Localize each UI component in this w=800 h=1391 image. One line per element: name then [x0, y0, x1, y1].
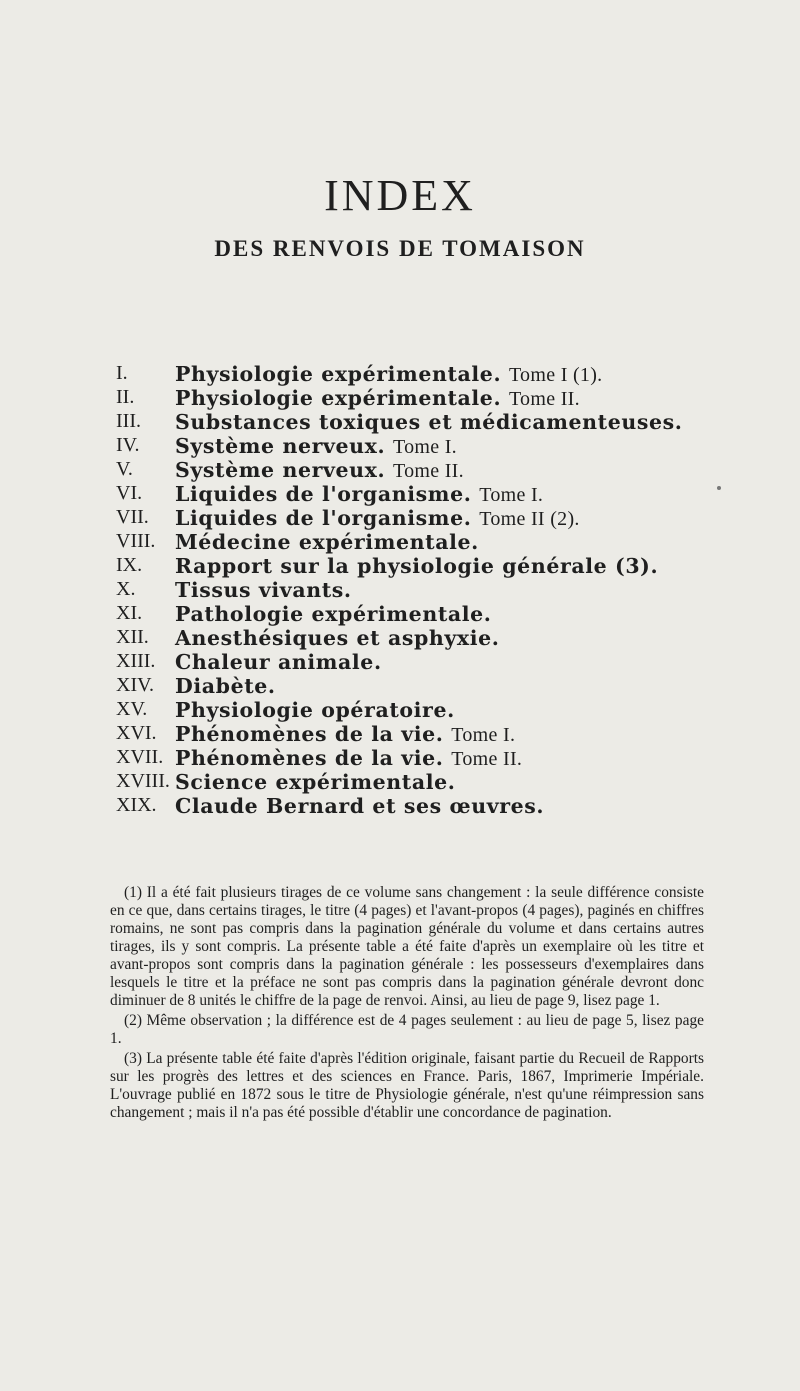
- entry-label: Chaleur animale.: [175, 650, 382, 674]
- entry-number: XIX.: [116, 794, 157, 816]
- entry-number: IV.: [116, 434, 140, 456]
- entry-label: Anesthésiques et asphyxie.: [175, 626, 500, 650]
- entry-number: V.: [116, 458, 133, 480]
- entry-number: VII.: [116, 506, 149, 528]
- entry-number: I.: [116, 362, 128, 384]
- entry-tome: Tome II.: [451, 748, 523, 770]
- entry-label: Physiologie expérimentale. Tome II.: [175, 386, 580, 410]
- footnote-2: (2) Même observation ; la différence est de 4 pages seulement : au lieu de page 5, lisez page 1.: [110, 1012, 704, 1047]
- entry-label: Pathologie expérimentale.: [175, 602, 492, 626]
- entry-number: VIII.: [116, 530, 156, 552]
- entry-number: XIV.: [116, 674, 154, 696]
- entry-number: X.: [116, 578, 136, 600]
- entry-number: VI.: [116, 482, 143, 504]
- entry-tome: Tome I.: [451, 724, 516, 746]
- entry-number: XVIII.: [116, 770, 170, 792]
- entry-tome: Tome I (1).: [508, 364, 603, 386]
- entry-tome: Tome I.: [392, 436, 457, 458]
- entry-number: III.: [116, 410, 141, 432]
- entry-label: Médecine expérimentale.: [175, 530, 479, 554]
- entry-tome: Tome I.: [479, 484, 544, 506]
- entry-label: Substances toxiques et médicamenteuses.: [175, 410, 683, 434]
- entry-number: XI.: [116, 602, 143, 624]
- entry-number: XVI.: [116, 722, 157, 744]
- entry-number: XIII.: [116, 650, 156, 672]
- entry-number: II.: [116, 386, 135, 408]
- page-title: INDEX: [324, 171, 476, 220]
- entry-label: Phénomènes de la vie. Tome II.: [175, 746, 523, 770]
- entry-label: Claude Bernard et ses œuvres.: [175, 794, 545, 818]
- entry-label: Diabète.: [175, 674, 276, 698]
- footnote-3: (3) La présente table été faite d'après l'édition originale, faisant partie du Recueil de Rapports sur les progrès des lettres et des sciences en France. Paris, 1867, Imprimerie Impériale. L'ouvrage publié en 1872 sous le titre de Physiologie générale, n'est qu'une réimpression sans changement ; mais il n'a pas été possible d'établir une concordance de pagination.: [110, 1050, 704, 1121]
- page-subtitle: DES RENVOIS DE TOMAISON: [214, 236, 586, 261]
- entry-label: Phénomènes de la vie. Tome I.: [175, 722, 516, 746]
- entry-tome: Tome II (2).: [479, 508, 580, 530]
- entry-label: Physiologie expérimentale. Tome I (1).: [175, 362, 603, 386]
- ink-speck: [717, 486, 721, 490]
- entry-number: XVII.: [116, 746, 164, 768]
- entry-label: Tissus vivants.: [175, 578, 352, 602]
- entry-label: Système nerveux. Tome II.: [175, 458, 464, 482]
- entry-tome: Tome II.: [508, 388, 580, 410]
- entry-label: Liquides de l'organisme. Tome I.: [175, 482, 544, 506]
- entry-label: Science expérimentale.: [175, 770, 456, 794]
- entry-label: Système nerveux. Tome I.: [175, 434, 457, 458]
- entry-number: XV.: [116, 698, 148, 720]
- entry-number: XII.: [116, 626, 149, 648]
- entry-number: IX.: [116, 554, 143, 576]
- entry-label: Physiologie opératoire.: [175, 698, 455, 722]
- footnote-1: (1) Il a été fait plusieurs tirages de ce volume sans changement : la seule différence consiste en ce que, dans certains tirages, le titre (4 pages) et l'avant-propos (4 pages), paginés en chiffres romains, ne sont pas compris dans la pagination générale du volume et dans certains autres tirages, ils y sont compris. La présente table a été faite d'après un exemplaire où les titre et avant-propos sont compris dans la pagination générale : les possesseurs d'exemplaires dans lesquels le titre et la préface ne sont pas compris dans la pagination générale devront donc diminuer de 8 unités le chiffre de la page de renvoi. Ainsi, au lieu de page 9, lisez page 1.: [110, 884, 704, 1009]
- entry-tome: Tome II.: [392, 460, 464, 482]
- entry-label: Rapport sur la physiologie générale (3).: [175, 554, 659, 578]
- footnotes: [110, 884, 704, 1124]
- entry-label: Liquides de l'organisme. Tome II (2).: [175, 506, 580, 530]
